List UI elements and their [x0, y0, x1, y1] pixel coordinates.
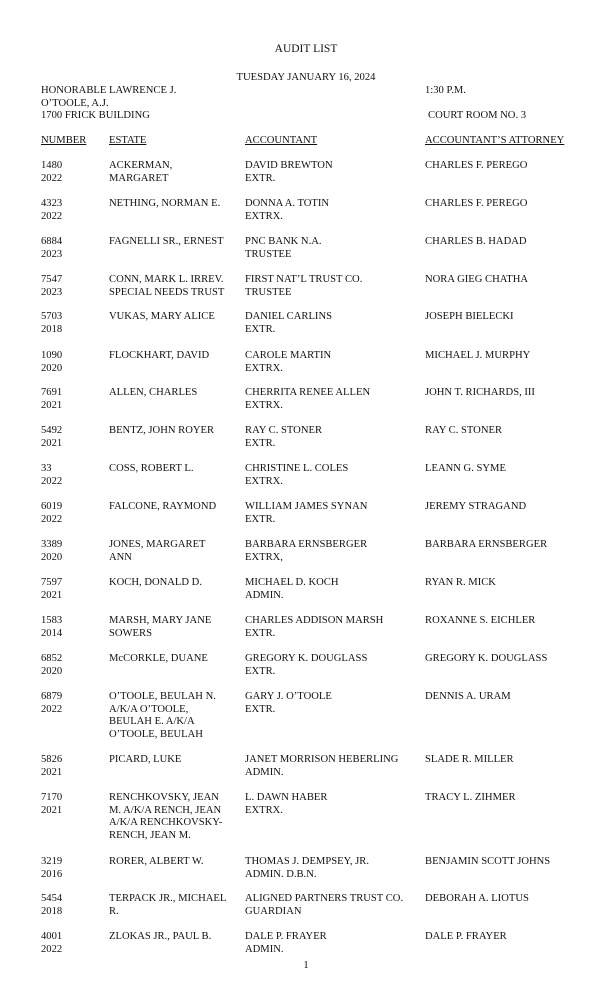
estate-name-cell [109, 425, 214, 438]
attorney-line: BARBARA ERNSBERGER [425, 539, 548, 550]
accountant-line: EXTRX. [245, 804, 283, 816]
column-header-estate: ESTATE [109, 135, 147, 146]
accountant-line: DAVID BREWTON [245, 160, 333, 171]
attorney-cell [425, 501, 526, 514]
case-number-line: 2016 [41, 868, 63, 880]
case-number-cell [41, 501, 62, 526]
estate-name-line: O’TOOLE, BEULAH [109, 728, 203, 740]
estate-name-cell [109, 577, 202, 590]
case-number-line: 2021 [41, 804, 63, 816]
case-number-line: 2020 [41, 362, 63, 374]
accountant-cell [245, 236, 322, 261]
courtroom: COURT ROOM NO. 3 [428, 110, 527, 121]
case-number-line: 3219 [41, 856, 63, 867]
accountant-line: EXTR. [245, 665, 276, 677]
case-number-cell [41, 463, 62, 488]
accountant-line: MICHAEL D. KOCH [245, 577, 339, 588]
case-number-line: 6884 [41, 236, 63, 247]
estate-name-line: M. A/K/A RENCH, JEAN [109, 804, 222, 816]
attorney-line: DALE P. FRAYER [425, 931, 507, 942]
estate-name-line: RORER, ALBERT W. [109, 856, 204, 867]
attorney-line: RYAN R. MICK [425, 577, 496, 588]
attorney-cell [425, 350, 530, 363]
accountant-line: DALE P. FRAYER [245, 931, 327, 942]
estate-name-cell [109, 350, 209, 363]
case-number-line: 7691 [41, 387, 63, 398]
case-number-cell [41, 792, 62, 817]
estate-name-cell [109, 856, 204, 869]
accountant-line: ADMIN. [245, 943, 284, 955]
case-number-line: 2020 [41, 665, 63, 677]
case-number-line: 6852 [41, 653, 63, 664]
case-number-line: 2022 [41, 172, 63, 184]
attorney-cell [425, 160, 527, 173]
accountant-line: THOMAS J. DEMPSEY, JR. [245, 856, 370, 867]
case-number-line: 2023 [41, 248, 63, 260]
case-number-line: 3389 [41, 539, 63, 550]
column-header-attorney: ACCOUNTANT’S ATTORNEY [425, 135, 565, 146]
estate-name-line: JONES, MARGARET [109, 539, 206, 550]
case-number-cell [41, 539, 62, 564]
accountant-cell [245, 653, 367, 678]
attorney-cell [425, 691, 511, 704]
estate-name-line: BEULAH E. A/K/A [109, 716, 195, 728]
case-number-cell [41, 311, 62, 336]
accountant-cell [245, 350, 331, 375]
estate-name-line: KOCH, DONALD D. [109, 577, 202, 588]
attorney-line: BENJAMIN SCOTT JOHNS [425, 856, 551, 867]
attorney-line: TRACY L. ZIHMER [425, 792, 516, 803]
case-number-cell [41, 160, 62, 185]
estate-name-line: TERPACK JR., MICHAEL [109, 893, 227, 904]
accountant-cell [245, 274, 362, 299]
case-number-line: 2018 [41, 323, 63, 335]
accountant-cell [245, 893, 403, 918]
accountant-line: CHARLES ADDISON MARSH [245, 615, 384, 626]
estate-name-cell [109, 893, 226, 918]
accountant-cell [245, 577, 338, 602]
case-number-cell [41, 856, 62, 881]
attorney-line: JEREMY STRAGAND [425, 501, 527, 512]
attorney-cell [425, 539, 547, 552]
estate-name-line: A/K/A RENCHKOVSKY- [109, 817, 223, 829]
judge-block [41, 85, 176, 123]
accountant-line: WILLIAM JAMES SYNAN [245, 501, 368, 512]
estate-name-line: RENCHKOVSKY, JEAN [109, 792, 219, 803]
attorney-line: RAY C. STONER [425, 425, 503, 436]
case-number-line: 2022 [41, 475, 63, 487]
estate-name-cell [109, 463, 194, 476]
attorney-cell [425, 463, 506, 476]
accountant-cell [245, 425, 322, 450]
accountant-line: EXTR. [245, 703, 276, 715]
attorney-cell [425, 893, 529, 906]
accountant-cell [245, 931, 327, 956]
case-number-line: 7170 [41, 792, 63, 803]
case-number-line: 5826 [41, 754, 63, 765]
estate-name-line: NETHING, NORMAN E. [109, 198, 221, 209]
attorney-line: CHARLES F. PEREGO [425, 160, 528, 171]
accountant-cell [245, 198, 329, 223]
accountant-cell [245, 615, 383, 640]
case-number-cell [41, 615, 62, 640]
estate-name-line: BENTZ, JOHN ROYER [109, 425, 215, 436]
case-number-line: 4001 [41, 931, 63, 942]
estate-name-cell [109, 274, 224, 299]
estate-name-line: ACKERMAN, [109, 160, 173, 171]
estate-name-line: FLOCKHART, DAVID [109, 350, 210, 361]
accountant-line: EXTR. [245, 627, 276, 639]
estate-name-cell [109, 754, 181, 767]
building: 1700 FRICK BUILDING [41, 110, 150, 122]
accountant-cell [245, 792, 327, 817]
accountant-cell [245, 387, 370, 412]
case-number-cell [41, 577, 62, 602]
accountant-line: GARY J. O’TOOLE [245, 691, 332, 702]
accountant-line: TRUSTEE [245, 248, 292, 260]
estate-name-cell [109, 198, 220, 211]
case-number-cell [41, 425, 62, 450]
estate-name-cell [109, 931, 211, 944]
accountant-line: ALIGNED PARTNERS TRUST CO. [245, 893, 404, 904]
column-header-accountant: ACCOUNTANT [245, 135, 318, 146]
case-number-line: 2021 [41, 399, 63, 411]
attorney-line: DENNIS A. URAM [425, 691, 511, 702]
estate-name-line: MARSH, MARY JANE [109, 615, 212, 626]
estate-name-cell [109, 615, 211, 640]
case-number-line: 7547 [41, 274, 63, 285]
case-number-cell [41, 350, 62, 375]
hearing-date: TUESDAY JANUARY 16, 2024 [236, 72, 376, 83]
accountant-line: EXTR. [245, 172, 276, 184]
accountant-line: CAROLE MARTIN [245, 350, 332, 361]
column-header-number: NUMBER [41, 135, 87, 146]
case-number-line: 5492 [41, 425, 63, 436]
attorney-cell [425, 425, 502, 438]
attorney-cell [425, 653, 547, 666]
attorney-line: NORA GIEG CHATHA [425, 274, 528, 285]
judge-line: HONORABLE LAWRENCE J. [41, 85, 177, 96]
attorney-line: SLADE R. MILLER [425, 754, 514, 765]
case-number-line: 1583 [41, 615, 63, 626]
accountant-line: ADMIN. [245, 766, 284, 778]
case-number-cell [41, 274, 62, 299]
accountant-cell [245, 160, 333, 185]
attorney-cell [425, 198, 527, 211]
case-number-line: 2021 [41, 589, 63, 601]
estate-name-line: A/K/A O’TOOLE, [109, 703, 189, 715]
case-number-cell [41, 931, 62, 956]
attorney-line: DEBORAH A. LIOTUS [425, 893, 529, 904]
estate-name-cell [109, 792, 222, 842]
case-number-line: 2020 [41, 551, 63, 563]
case-number-line: 1480 [41, 160, 63, 171]
case-number-line: 2014 [41, 627, 63, 639]
accountant-line: CHRISTINE L. COLES [245, 463, 349, 474]
case-number-cell [41, 198, 62, 223]
accountant-line: TRUSTEE [245, 286, 292, 298]
courtroom-block [428, 110, 526, 123]
attorney-line: JOHN T. RICHARDS, III [425, 387, 535, 398]
estate-name-line: FALCONE, RAYMOND [109, 501, 217, 512]
page-title: AUDIT LIST [274, 43, 338, 55]
estate-name-line: R. [109, 905, 119, 917]
attorney-line: CHARLES F. PEREGO [425, 198, 528, 209]
case-number-line: 7597 [41, 577, 63, 588]
attorney-cell [425, 577, 496, 590]
accountant-line: DONNA A. TOTIN [245, 198, 330, 209]
case-number-line: 2022 [41, 210, 63, 222]
estate-name-cell [109, 387, 197, 400]
accountant-line: EXTRX. [245, 475, 283, 487]
case-number-line: 2022 [41, 943, 63, 955]
case-number-line: 33 [41, 463, 52, 474]
case-number-line: 5703 [41, 311, 63, 322]
attorney-line: JOSEPH BIELECKI [425, 311, 514, 322]
estate-name-cell [109, 236, 224, 249]
case-number-line: 5454 [41, 893, 63, 904]
accountant-cell [245, 311, 332, 336]
case-number-line: 2022 [41, 703, 63, 715]
accountant-line: ADMIN. [245, 589, 284, 601]
accountant-line: EXTR. [245, 437, 276, 449]
page-number: 1 [303, 959, 309, 971]
case-number-cell [41, 653, 62, 678]
estate-name-cell [109, 691, 216, 741]
accountant-line: BARBARA ERNSBERGER [245, 539, 368, 550]
estate-name-line: ANN [109, 551, 132, 563]
attorney-cell [425, 792, 516, 805]
attorney-cell [425, 754, 514, 767]
case-number-cell [41, 236, 62, 261]
accountant-line: L. DAWN HABER [245, 792, 328, 803]
attorney-cell [425, 274, 528, 287]
accountant-line: CHERRITA RENEE ALLEN [245, 387, 371, 398]
accountant-line: EXTRX. [245, 210, 283, 222]
attorney-line: LEANN G. SYME [425, 463, 506, 474]
accountant-line: ADMIN. D.B.N. [245, 868, 317, 880]
accountant-line: DANIEL CARLINS [245, 311, 332, 322]
accountant-cell [245, 539, 367, 564]
accountant-line: FIRST NAT’L TRUST CO. [245, 274, 363, 285]
estate-name-line: O’TOOLE, BEULAH N. [109, 691, 216, 702]
attorney-cell [425, 856, 550, 869]
case-number-line: 2021 [41, 437, 63, 449]
estate-name-line: FAGNELLI SR., ERNEST [109, 236, 224, 247]
case-number-line: 1090 [41, 350, 63, 361]
estate-name-line: VUKAS, MARY ALICE [109, 311, 215, 322]
case-number-line: 2022 [41, 513, 63, 525]
estate-name-line: McCORKLE, DUANE [109, 653, 208, 664]
attorney-cell [425, 387, 535, 400]
case-number-cell [41, 893, 62, 918]
attorney-cell [425, 615, 535, 628]
case-number-cell [41, 691, 62, 716]
estate-name-line: RENCH, JEAN M. [109, 829, 191, 841]
accountant-line: RAY C. STONER [245, 425, 323, 436]
attorney-cell [425, 236, 527, 249]
accountant-cell [245, 856, 369, 881]
attorney-line: GREGORY K. DOUGLASS [425, 653, 548, 664]
estate-name-cell [109, 501, 216, 514]
case-number-line: 2023 [41, 286, 63, 298]
case-number-line: 6019 [41, 501, 63, 512]
case-number-line: 2021 [41, 766, 63, 778]
estate-name-line: CONN, MARK L. IRREV. [109, 274, 224, 285]
case-number-line: 4323 [41, 198, 63, 209]
estate-name-cell [109, 160, 172, 185]
accountant-cell [245, 691, 332, 716]
estate-name-line: COSS, ROBERT L. [109, 463, 194, 474]
judge-line: O’TOOLE, A.J. [41, 97, 109, 109]
case-number-line: 2018 [41, 905, 63, 917]
accountant-cell [245, 754, 398, 779]
attorney-cell [425, 931, 507, 944]
accountant-cell [245, 501, 367, 526]
estate-name-cell [109, 539, 206, 564]
estate-name-line: PICARD, LUKE [109, 754, 182, 765]
accountant-line: EXTR. [245, 513, 276, 525]
attorney-line: CHARLES B. HADAD [425, 236, 527, 247]
estate-name-line: SPECIAL NEEDS TRUST [109, 286, 225, 298]
accountant-line: EXTR. [245, 323, 276, 335]
estate-name-cell [109, 311, 215, 324]
accountant-cell [245, 463, 348, 488]
hearing-time: 1:30 P.M. [425, 85, 466, 96]
estate-name-line: SOWERS [109, 627, 152, 639]
attorney-line: ROXANNE S. EICHLER [425, 615, 536, 626]
estate-name-line: ALLEN, CHARLES [109, 387, 198, 398]
accountant-line: EXTRX. [245, 362, 283, 374]
accountant-line: GREGORY K. DOUGLASS [245, 653, 368, 664]
case-number-line: 6879 [41, 691, 63, 702]
attorney-cell [425, 311, 514, 324]
accountant-line: EXTRX. [245, 399, 283, 411]
estate-name-line: MARGARET [109, 172, 169, 184]
accountant-line: EXTRX, [245, 551, 283, 563]
case-number-cell [41, 754, 62, 779]
attorney-line: MICHAEL J. MURPHY [425, 350, 531, 361]
estate-name-cell [109, 653, 208, 666]
accountant-line: JANET MORRISON HEBERLING [245, 754, 399, 765]
time-block [425, 85, 466, 98]
case-number-cell [41, 387, 62, 412]
estate-name-line: ZLOKAS JR., PAUL B. [109, 931, 212, 942]
accountant-line: PNC BANK N.A. [245, 236, 322, 247]
accountant-line: GUARDIAN [245, 905, 302, 917]
